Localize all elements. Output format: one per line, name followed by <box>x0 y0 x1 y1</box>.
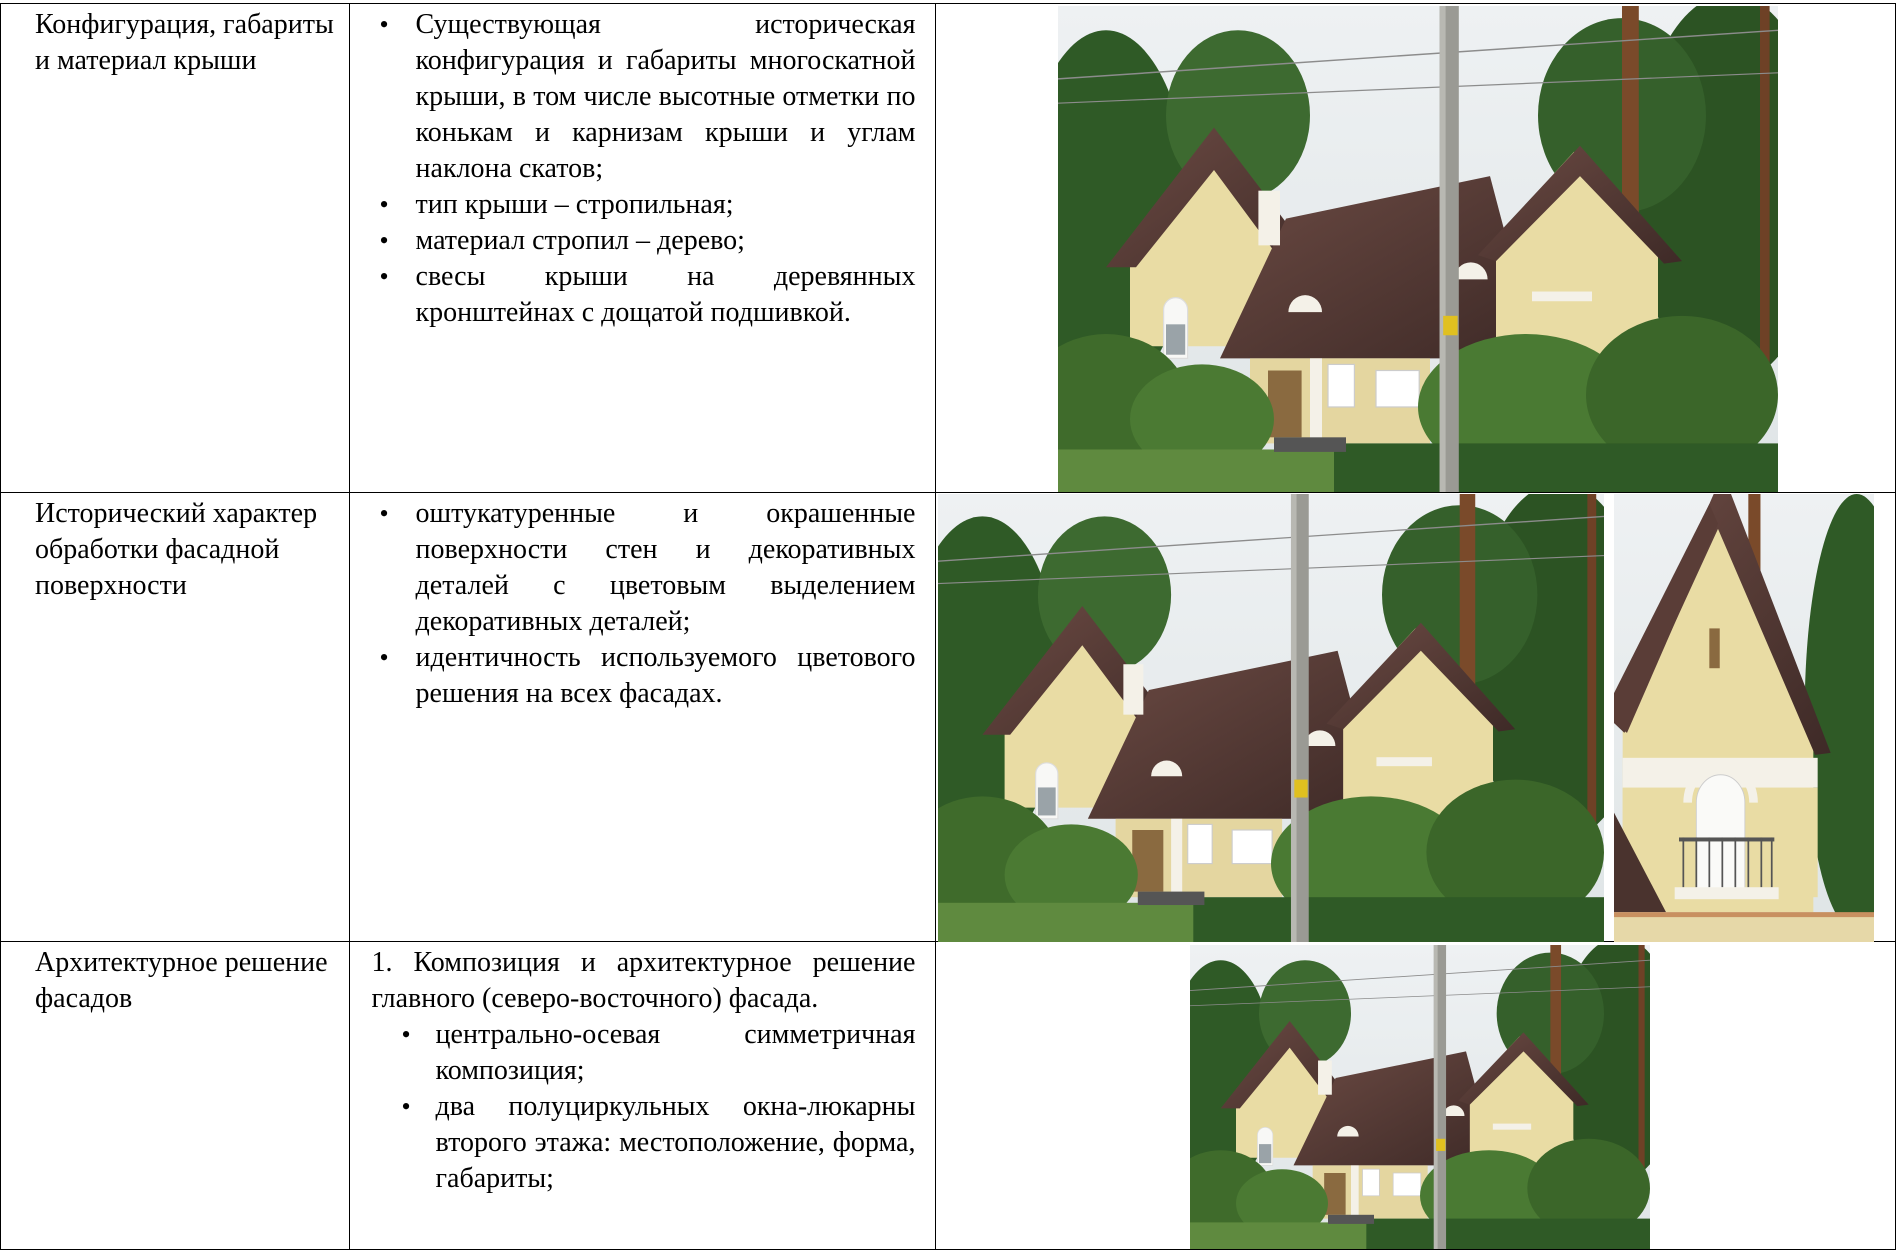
list-item: • идентичность используемого цветового решения на всех фасадах. <box>372 640 916 712</box>
row-label-cell <box>1 942 350 1250</box>
list-item: • Существующая историческая конфигурация и габариты многоскатной крыши, в том числе высотные отметки по конькам и карнизам крыши и углам наклона скатов; <box>372 7 916 187</box>
row-label-cell <box>1 4 350 493</box>
row-label: Исторический характер обработки фасадной поверхности <box>35 498 318 601</box>
list-item: • центрально-осевая симметричная композиция; <box>372 1017 916 1089</box>
gable-balcony-detail-photo <box>1614 494 1874 942</box>
house-facade-photo <box>938 494 1604 942</box>
list-item: • два полуциркульных окна-люкарны второго этажа: местоположение, форма, габариты; <box>372 1089 916 1197</box>
numbered-paragraph: 1. Композиция и архитектурное решение главного (северо-восточного) фасада. <box>371 947 916 1014</box>
bullet-list <box>372 1017 916 1197</box>
row-label: Конфигурация, габариты и материал крыши <box>35 9 334 76</box>
row-text-cell <box>349 4 936 493</box>
row-label-cell <box>1 493 350 942</box>
house-facade-photo <box>1190 945 1650 1249</box>
list-item: • материал стропил – дерево; <box>372 223 916 259</box>
list-item: • оштукатуренные и окрашенные поверхности стен и декоративных деталей с цветовым выделением декоративных деталей; <box>372 496 916 640</box>
bullet-list <box>372 496 916 712</box>
row-text-cell <box>349 493 936 942</box>
list-item: • свесы крыши на деревянных кронштейнах с дощатой подшивкой. <box>372 259 916 331</box>
row-label: Архитектурное решение фасадов <box>35 947 328 1014</box>
house-facade-photo <box>1058 6 1778 492</box>
bullet-list <box>372 7 916 331</box>
list-item: • тип крыши – стропильная; <box>372 187 916 223</box>
row-text-cell <box>349 942 936 1250</box>
